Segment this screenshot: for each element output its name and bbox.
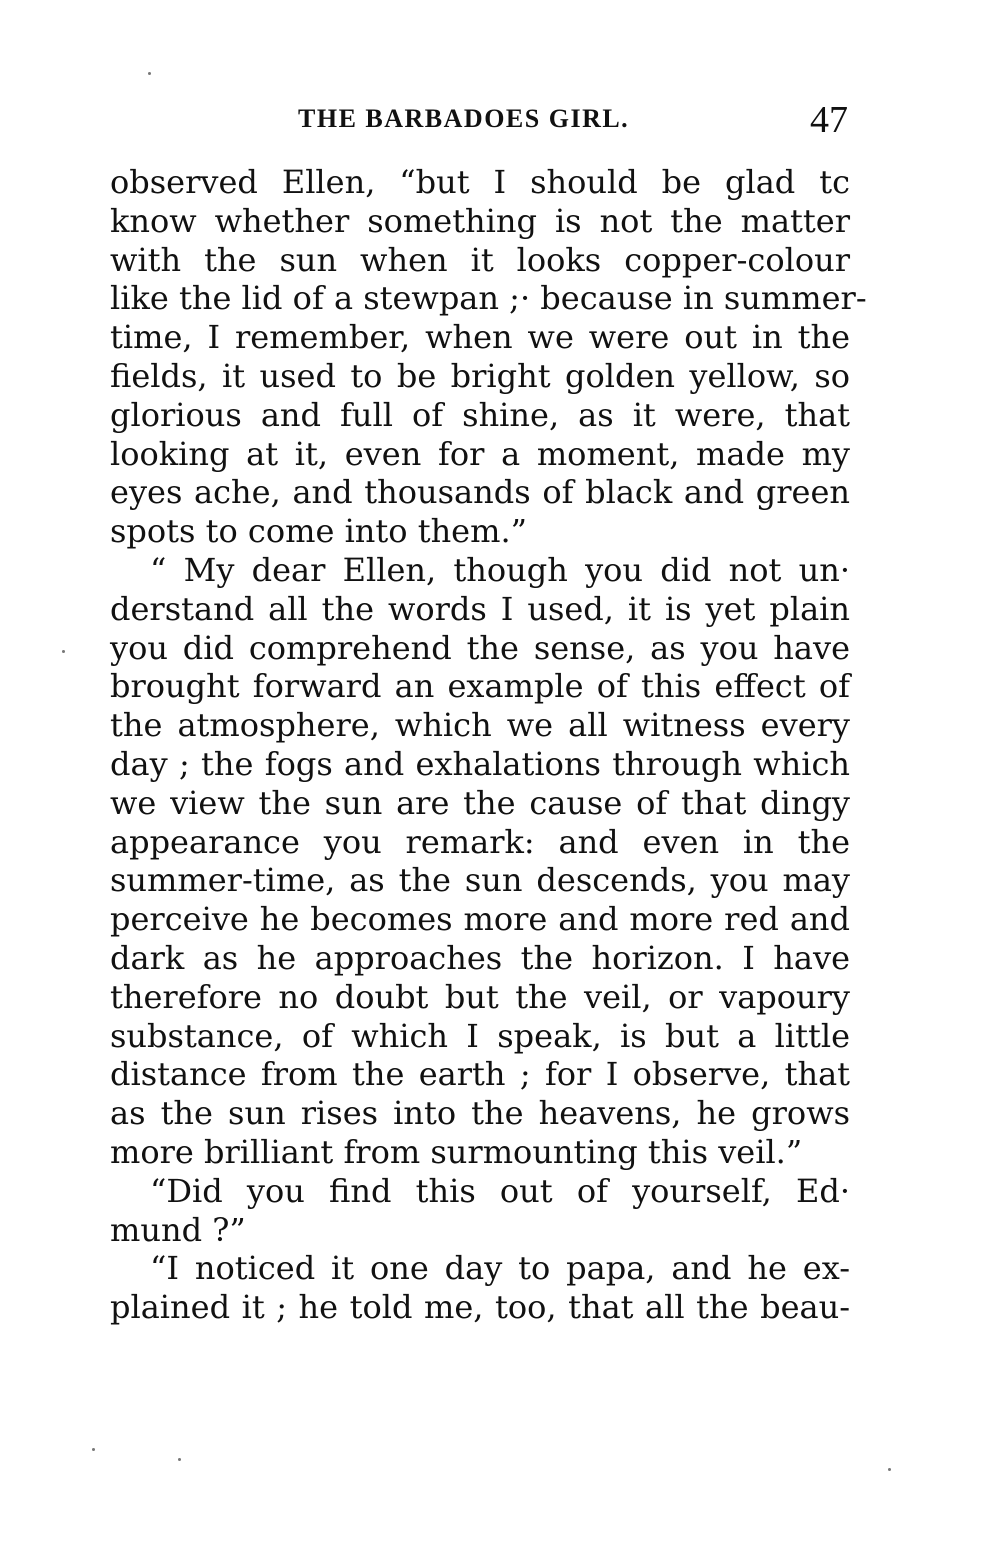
text-line: you did comprehend the sense, as you have [110, 628, 850, 667]
text-line: we view the sun are the cause of that dingy [110, 783, 850, 822]
text-line: perceive he becomes more and more red and [110, 900, 850, 939]
text-line: appearance you remark: and even in the [110, 822, 850, 861]
paragraph-start-line: “I noticed it one day to papa, and he ex- [150, 1249, 850, 1288]
text-line: distance from the earth ; for I observe, that [110, 1055, 850, 1094]
text-line: day ; the fogs and exhalations through which [110, 744, 850, 783]
text-line: fields, it used to be bright golden yellow, so [110, 356, 850, 395]
text-line: with the sun when it looks copper-colour [110, 240, 850, 279]
text-line: glorious and full of shine, as it were, that [110, 395, 850, 434]
body-text [110, 163, 867, 1327]
text-line: dark as he approaches the horizon. I have [110, 938, 850, 977]
scan-speck [62, 650, 65, 653]
text-line: observed Ellen, “but I should be glad tc [110, 163, 850, 201]
text-line: as the sun rises into the heavens, he grows [110, 1094, 850, 1133]
scan-speck [178, 1458, 181, 1461]
text-line: more brilliant from surmounting this veil.” [110, 1132, 803, 1171]
page-number: 47 [810, 99, 848, 141]
paragraph-start-line: “ My dear Ellen, though you did not un· [150, 550, 850, 589]
text-line: spots to come into them.” [110, 512, 527, 551]
text-line: the atmosphere, which we all witness every [110, 706, 850, 745]
text-line: plained it ; he told me, too, that all the beau- [110, 1288, 850, 1327]
paragraph-start-line: “Did you find this out of yourself, Ed· [150, 1171, 850, 1210]
text-line: brought forward an example of this effect of [110, 667, 850, 706]
text-line: summer-time, as the sun descends, you may [110, 861, 850, 900]
scan-speck [148, 72, 151, 75]
scan-speck [92, 1448, 95, 1451]
text-line: derstand all the words I used, it is yet plain [110, 589, 850, 628]
text-line: looking at it, even for a moment, made my [110, 434, 850, 473]
text-line: like the lid of a stewpan ;· because in summer- [110, 279, 867, 318]
text-line: time, I remember, when we were out in the [110, 318, 850, 357]
scan-speck [888, 1468, 891, 1471]
text-line: substance, of which I speak, is but a little [110, 1016, 850, 1055]
running-title: THE BARBADOES GIRL. [298, 104, 630, 133]
text-line: mund ?” [110, 1210, 246, 1249]
text-line: eyes ache, and thousands of black and green [110, 473, 850, 512]
text-line: therefore no doubt but the veil, or vapoury [110, 977, 850, 1016]
page-header [0, 98, 1008, 142]
text-line: know whether something is not the matter [110, 201, 850, 240]
